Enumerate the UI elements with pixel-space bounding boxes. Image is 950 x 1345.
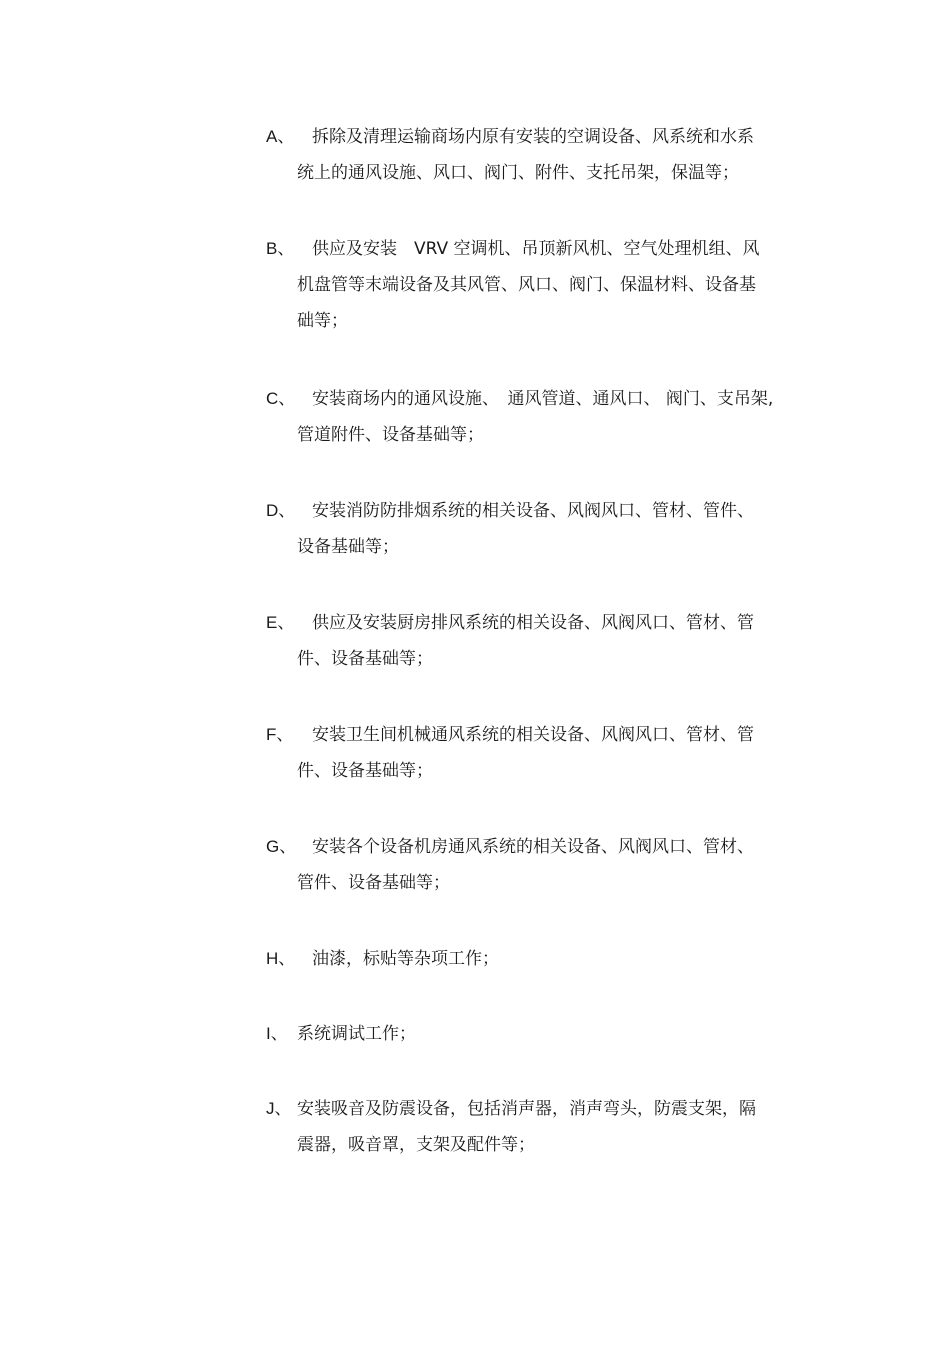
item-text-line: 设备基础等； <box>297 537 399 557</box>
item-label: G、 <box>266 837 297 856</box>
item-text-line: 安装消防防排烟系统的相关设备、风阀风口、管材、管件、 <box>312 501 754 521</box>
list-item-e <box>266 605 806 677</box>
item-label: A、 <box>266 127 295 146</box>
item-text-line: 统上的通风设施、风口、阀门、附件、支托吊架，保温等； <box>297 163 739 183</box>
item-text-line: 安装吸音及防震设备，包括消声器，消声弯头，防震支架，隔 <box>297 1099 756 1119</box>
item-text-line: 油漆，标贴等杂项工作； <box>312 949 499 969</box>
item-text-line: 安装商场内的通风设施、 通风管道、通风口、 阀门、支吊架, <box>312 389 774 409</box>
list-item-f <box>266 717 806 789</box>
list-item-c <box>266 381 806 453</box>
item-text-line: 供应及安装厨房排风系统的相关设备、风阀风口、管材、管 <box>312 613 754 633</box>
list-item-g <box>266 829 806 901</box>
item-label: D、 <box>266 501 296 520</box>
item-text-line: 震器，吸音罩，支架及配件等； <box>297 1135 535 1155</box>
list-item-b <box>266 231 806 339</box>
item-label: C、 <box>266 389 296 408</box>
item-label: E、 <box>266 613 295 632</box>
item-label: B、 <box>266 239 295 258</box>
item-text-line: 安装各个设备机房通风系统的相关设备、风阀风口、管材、 <box>312 837 754 857</box>
item-text-line: 件、设备基础等； <box>297 649 433 669</box>
list-item-a <box>266 119 806 191</box>
list-item-h <box>266 941 806 977</box>
item-label: I、 <box>266 1024 288 1043</box>
item-text-line: 拆除及清理运输商场内原有安装的空调设备、风系统和水系 <box>312 127 754 147</box>
list-item-i <box>266 1016 806 1052</box>
item-text-line: 供应及安装 VRV 空调机、吊顶新风机、空气处理机组、风 <box>312 239 760 259</box>
item-text-line: 安装卫生间机械通风系统的相关设备、风阀风口、管材、管 <box>312 725 754 745</box>
list-item-d <box>266 493 806 565</box>
item-label: H、 <box>266 949 296 968</box>
item-text-line: 机盘管等末端设备及其风管、风口、阀门、保温材料、设备基 <box>297 275 756 295</box>
item-label: J、 <box>266 1099 292 1118</box>
item-text-line: 管件、设备基础等； <box>297 873 450 893</box>
item-text-line: 管道附件、设备基础等； <box>297 425 484 445</box>
item-label: F、 <box>266 725 294 744</box>
item-text-line: 础等； <box>297 311 348 331</box>
list-item-j <box>266 1091 806 1163</box>
item-text-line: 系统调试工作； <box>297 1024 416 1044</box>
item-text-line: 件、设备基础等； <box>297 761 433 781</box>
